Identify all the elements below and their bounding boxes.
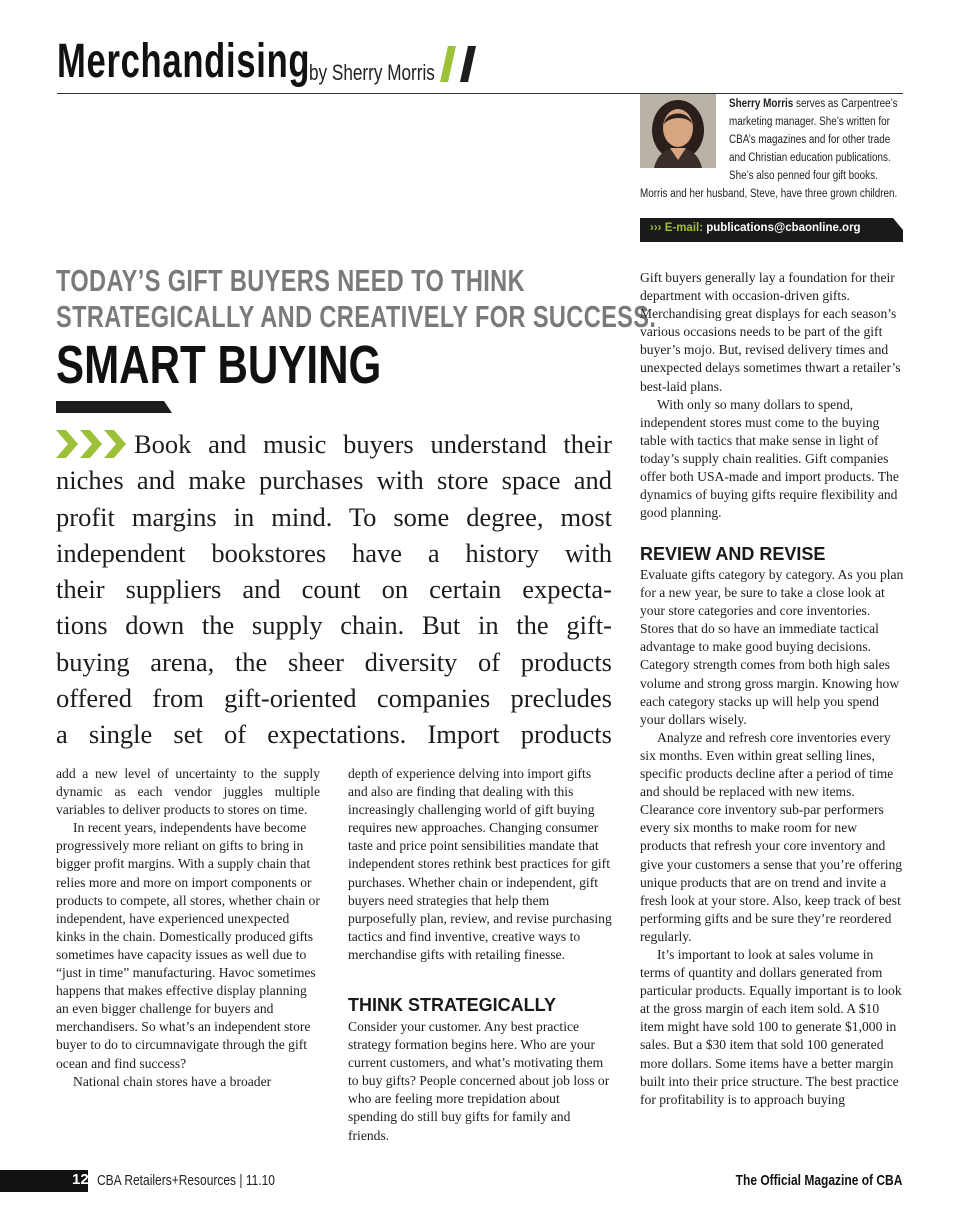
intro-line: a single set of expectations. Import products [56,719,612,750]
author-photo [640,94,716,168]
deck-line-1: TODAY’S GIFT BUYERS NEED TO THINK [56,263,525,298]
email-link[interactable]: publications@cbaonline.org [706,222,861,234]
body-paragraph: depth of experience delving into import gifts and also are finding that dealing with this increasingly challenging world of gift buying requires new approaches. Changing consumer taste and price point sensibilities mandate that independent stores rethink best practices for gift purchases. Whether chain or independent, gift buyers need strategies that help them purposefully plan, review, and revise purchasing tactics and find inventive, creative ways to merchandise gifts with retailing finesse. [348,766,612,962]
author-bio-line-5: She’s also penned four gift books. [729,170,878,182]
header-rule [57,93,903,94]
byline: by Sherry Morris [309,60,435,85]
intro-line: profit margins in mind. To some degree, most [56,501,612,532]
body-column-2-continued [348,1018,612,1145]
subheading-think-strategically: THINK STRATEGICALLY [348,995,557,1015]
body-paragraph: National chain stores have a broader [73,1073,272,1089]
intro-line: offered from gift-oriented companies precludes [56,683,612,714]
body-paragraph: Gift buyers generally lay a foundation for their department with occasion-driven gifts. Merchandising great displays for each season’s various occasions needs to be part of the gift buyer’s mojo. But, revised delivery times and unexpected delays sometimes thwart a retailer’s best-laid plans. [640,270,901,394]
double-slash-quote-icon [438,42,484,88]
email-line [650,222,861,234]
intro-line: Book and music buyers understand their [134,429,612,459]
body-paragraph: Analyze and refresh core inventories every six months. Even within great selling lines, specific products decline after a period of time and should be replaced with new items. Clearance core inventory sub-par performers every six months to make room for new products that refresh your core inventory and give your customers a sense that you’re offering unique products that are on trend and invite a fresh look at your store. Also, keep track of best performing gifts and be sure they’re reordered regularly. [640,729,903,944]
headline: SMART BUYING [56,335,382,395]
author-bio-line-6: Morris and her husband, Steve, have three grown children. [640,188,898,200]
body-column-3-continued [640,566,906,1109]
triple-chevron-small-icon: ››› [650,222,662,234]
footer-tagline: The Official Magazine of CBA [735,1172,902,1189]
body-paragraph: Consider your customer. Any best practice strategy formation begins here. Who are your current customers, and what’s motivating them to buy gifts? People concerned about job loss or who are feeling more trepidation about spending do still buy gifts for family and friends. [348,1019,610,1143]
author-name: Sherry Morris [729,98,794,110]
page-number: 12 [72,1171,89,1188]
intro-paragraph [56,426,612,753]
body-column-1 [56,765,320,1091]
section-title: Merchandising [57,35,311,88]
deck-line-2: STRATEGICALLY AND CREATIVELY FOR SUCCESS. [56,299,657,334]
body-column-3 [640,269,906,522]
email-label: E-mail: [664,222,704,234]
body-paragraph: add a new level of uncertainty to the supply dynamic as each vendor juggles multiple variables to deliver products to stores on time. [56,766,320,818]
author-bio-line-2: marketing manager. She’s written for [729,116,890,128]
body-paragraph: In recent years, independents have become progressively more reliant on gifts to bring in bigger profit margins. With a supply chain that relies more and more on import components or products to compete, all stores, whether chain or independent, have experienced unexpected kinks in the chain. Domestically produced gifts sometimes have capacity issues as well due to “just in time” manufacturing. Havoc sometimes happens that makes effective display planning an even bigger challenge for buyers and merchandisers. So what’s an independent store buyer to do to circumnavigate through the gift ocean and find success? [56,820,320,1071]
intro-line: their suppliers and count on certain expecta- [56,574,612,605]
body-paragraph: Evaluate gifts category by category. As you plan for a new year, be sure to take a close look at your store categories and core inventories. Stores that do so have an immediate tactical advantage to make good buying decisions. Category strength comes from both high sales volume and strong gross margin. Knowing how each category stacks up will help you spend your dollars wisely. [640,567,904,727]
body-paragraph: With only so many dollars to spend, independent stores must come to the buying table with tactics that make sense in light of today’s supply chain realities. Gift companies offer both USA-made and import products. The dynamics of buying gifts require flexibility and good planning. [640,396,899,521]
intro-line: independent bookstores have a history with [56,537,612,568]
author-bio-line-4: and Christian education publications. [729,152,891,164]
body-paragraph: It’s important to look at sales volume in terms of quantity and dollars generated from particular products. Equally important is to look at the gross margin of each item sold. A $10 item might have sold 100 to generate $1,000 in sales. But a $30 item that sold 100 generated more dollars. Some items have a better margin built into their price structure. The best practice for profitability is to approach buying [640,946,902,1107]
footer-publication: CBA Retailers+Resources | 11.10 [97,1172,275,1189]
intro-line: tions down the supply chain. But in the gift- [56,610,612,641]
intro-line: niches and make purchases with store space and [56,465,612,496]
intro-line: buying arena, the sheer diversity of products [56,646,612,677]
headline-bar [56,401,172,413]
author-bio-line-3: CBA’s magazines and for other trade [729,134,891,146]
subheading-review-and-revise: REVIEW AND REVISE [640,544,826,564]
author-bio-line-1: Sherry Morris serves as Carpentree’s [729,98,898,110]
body-column-2 [348,765,612,964]
